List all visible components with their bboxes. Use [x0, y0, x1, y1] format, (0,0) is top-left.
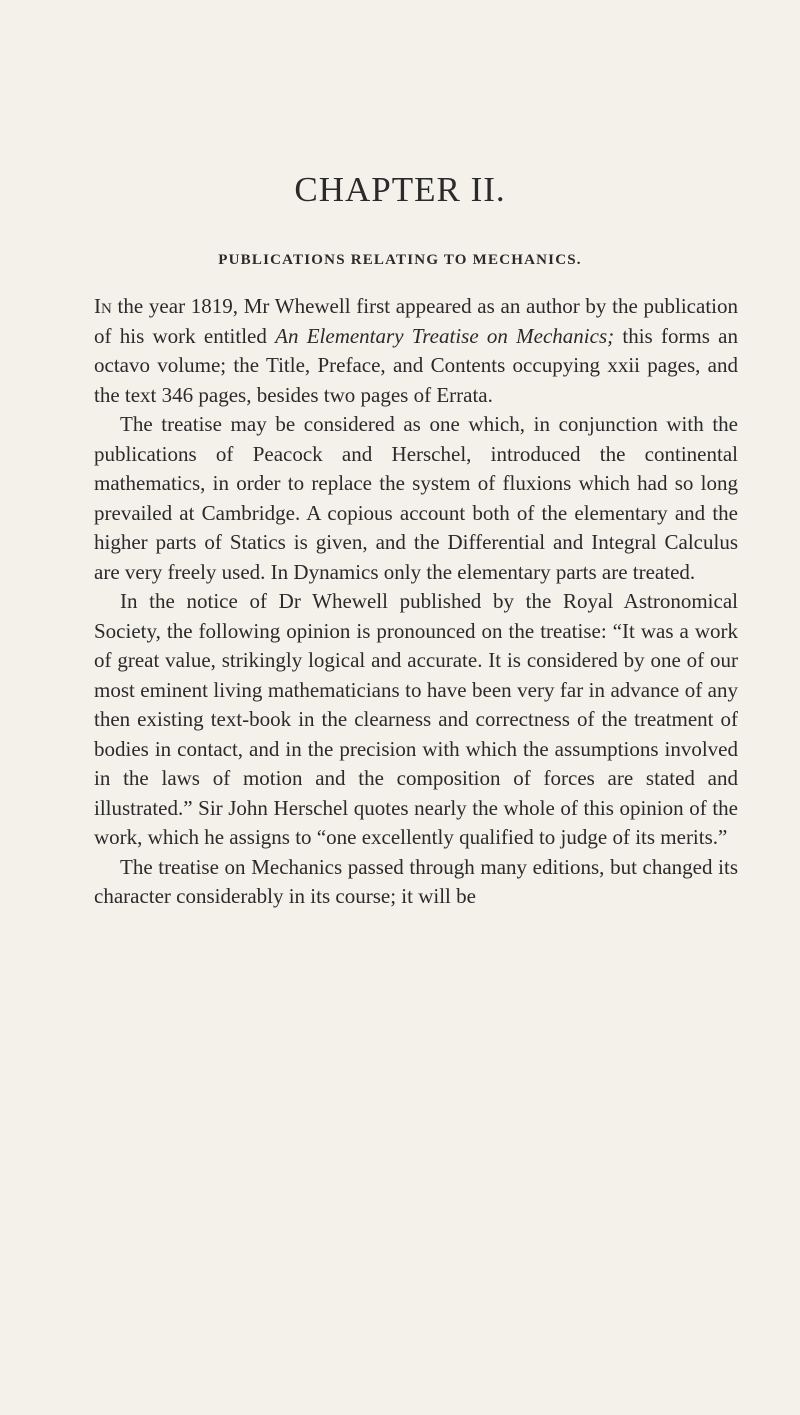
paragraph — [94, 853, 738, 912]
paragraph — [94, 410, 738, 587]
text-run: this forms an octavo volume; the Title, Preface, and Contents occupying xxii pages, and the text 346 pages, besides two pages of Errata. — [94, 323, 739, 407]
text-run: In the notice of Dr Whewell published by the Royal Astronomical Society, the following opinion is pronounced on the treatise: “It was a work of great value, strikingly logical and accurate. It is considered by one of our most eminent living mathematicians to have been very far in advance of any then existing text-book in the clearness and correctness of the treatment of bodies in contact, and in the precision with which the assumptions involved in the laws of motion and the composition of forces are stated and illustrated.” Sir John Herschel quotes nearly the whole of this opinion of the work, which he assigns to “one excellently qualified to judge of its merits.” — [94, 589, 738, 849]
chapter-title: CHAPTER II. — [294, 170, 506, 209]
section-title: PUBLICATIONS RELATING TO MECHANICS. — [218, 252, 582, 268]
body-text — [94, 292, 738, 912]
text-run: The treatise on Mechanics passed through many editions, but changed its character considerably in its course; it will be — [94, 854, 738, 908]
text-run: The treatise may be considered as one which, in conjunction with the publications of Peacock and Herschel, introduced the continental mathematics, in order to replace the system of fluxions which had so long prevailed at Cambridge. A copious account both of the elementary and the higher parts of Statics is given, and the Differential and Integral Calculus are very freely used. In Dynamics only the elementary parts are treated. — [94, 412, 738, 584]
paragraph — [94, 292, 738, 410]
paragraph — [94, 587, 738, 853]
text-run: the year 1819, Mr Whewell first appeared as an author by the publication of his work entitled — [94, 294, 738, 348]
paragraph-lead: In — [94, 294, 112, 318]
book-title: An Elementary Treatise on Mechanics; — [275, 323, 615, 348]
